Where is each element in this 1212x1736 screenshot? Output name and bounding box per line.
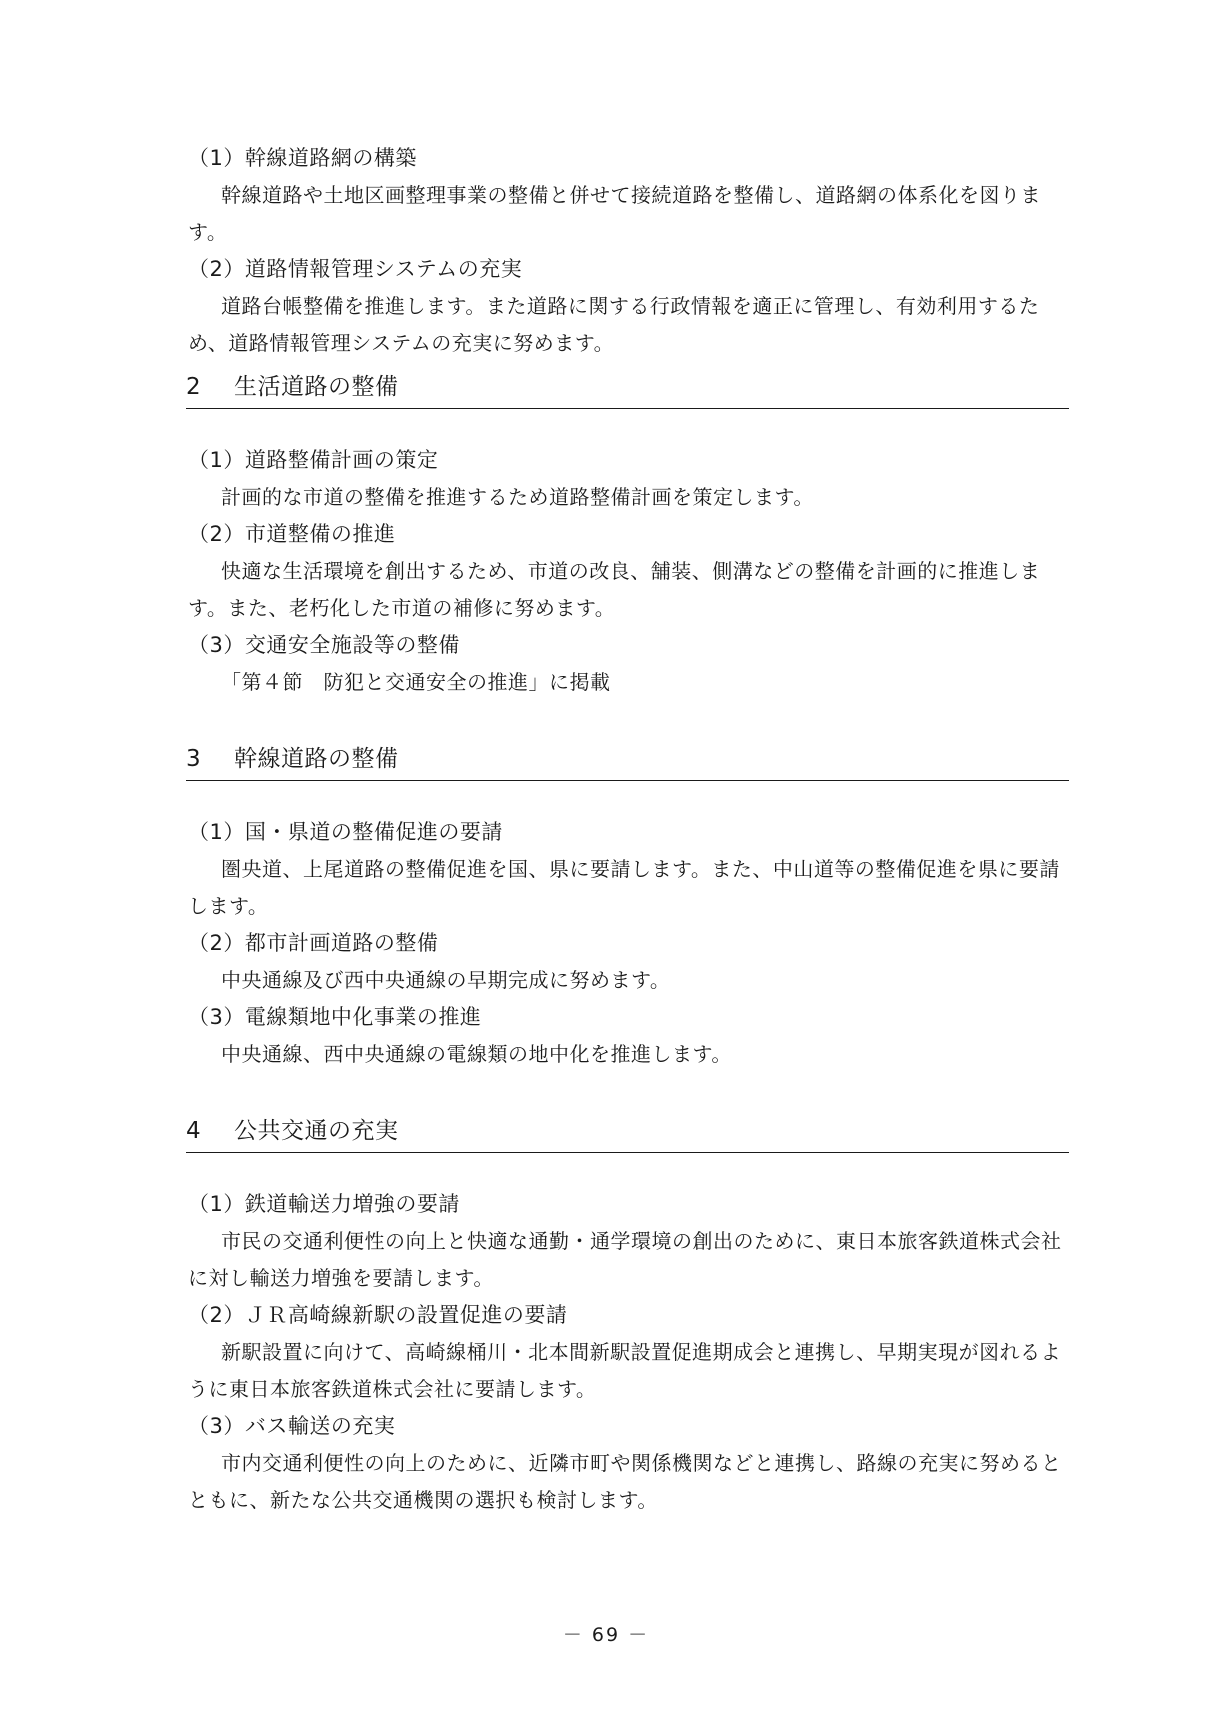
item-underground-cable xyxy=(188,999,1078,1073)
item-heading: （2）都市計画道路の整備 xyxy=(188,931,439,955)
item-road-plan xyxy=(188,442,1078,516)
item-bus-service xyxy=(188,1408,1078,1519)
item-heading: （1）鉄道輸送力増強の要請 xyxy=(188,1192,460,1216)
page-number: － 69 － xyxy=(562,1624,650,1646)
item-heading: （1）幹線道路網の構築 xyxy=(188,146,417,170)
item-new-station xyxy=(188,1297,1078,1408)
item-traffic-safety xyxy=(188,627,1078,701)
item-heading: （1）国・県道の整備促進の要請 xyxy=(188,820,503,844)
item-national-road xyxy=(188,814,1078,925)
item-heading: （3）電線類地中化事業の推進 xyxy=(188,1005,482,1029)
item-body: 圏央道、上尾道路の整備促進を国、県に要請します。また、中山道等の整備促進を県に要請します。 xyxy=(188,857,1060,918)
section-title: 幹線道路の整備 xyxy=(234,746,399,772)
item-body: 計画的な市道の整備を推進するため道路整備計画を策定します。 xyxy=(221,485,814,509)
section-title: 生活道路の整備 xyxy=(234,374,399,400)
item-rail-capacity xyxy=(188,1186,1078,1297)
section-heading-4 xyxy=(186,1110,1069,1153)
section-number: 2 xyxy=(186,374,202,400)
section-heading-3 xyxy=(186,738,1069,781)
item-heading: （3）交通安全施設等の整備 xyxy=(188,633,460,657)
item-urban-planning-road xyxy=(188,925,1078,999)
item-heading: （3）バス輸送の充実 xyxy=(188,1414,396,1438)
item-road-info-system xyxy=(188,251,1078,362)
section-number: 3 xyxy=(186,746,202,772)
item-trunk-road-network xyxy=(188,140,1078,251)
item-heading: （2）市道整備の推進 xyxy=(188,522,396,546)
item-body: 新駅設置に向けて、高崎線桶川・北本間新駅設置促進期成会と連携し、早期実現が図れるように東日本旅客鉄道株式会社に要請します。 xyxy=(188,1340,1062,1401)
item-body: 快適な生活環境を創出するため、市道の改良、舗装、側溝などの整備を計画的に推進します。また、老朽化した市道の補修に努めます。 xyxy=(188,559,1041,620)
item-heading: （2）道路情報管理システムの充実 xyxy=(188,257,523,281)
section-title: 公共交通の充実 xyxy=(234,1118,399,1144)
item-body: 中央通線及び西中央通線の早期完成に努めます。 xyxy=(221,968,671,992)
item-city-road xyxy=(188,516,1078,627)
item-body: 市民の交通利便性の向上と快適な通勤・通学環境の創出のために、東日本旅客鉄道株式会社に対し輸送力増強を要請します。 xyxy=(188,1229,1062,1290)
item-heading: （2）ＪＲ高崎線新駅の設置促進の要請 xyxy=(188,1303,568,1327)
section-heading-2 xyxy=(186,366,1069,409)
item-body: 中央通線、西中央通線の電線類の地中化を推進します。 xyxy=(221,1042,732,1066)
item-body: 市内交通利便性の向上のために、近隣市町や関係機関などと連携し、路線の充実に努めるとともに、新たな公共交通機関の選択も検討します。 xyxy=(188,1451,1062,1512)
item-body: 「第４節 防犯と交通安全の推進」に掲載 xyxy=(221,670,611,694)
item-heading: （1）道路整備計画の策定 xyxy=(188,448,439,472)
item-body: 道路台帳整備を推進します。また道路に関する行政情報を適正に管理し、有効利用するため、道路情報管理システムの充実に努めます。 xyxy=(188,294,1040,355)
item-body: 幹線道路や土地区画整理事業の整備と併せて接続道路を整備し、道路網の体系化を図ります。 xyxy=(188,183,1041,244)
section-number: 4 xyxy=(186,1118,202,1144)
